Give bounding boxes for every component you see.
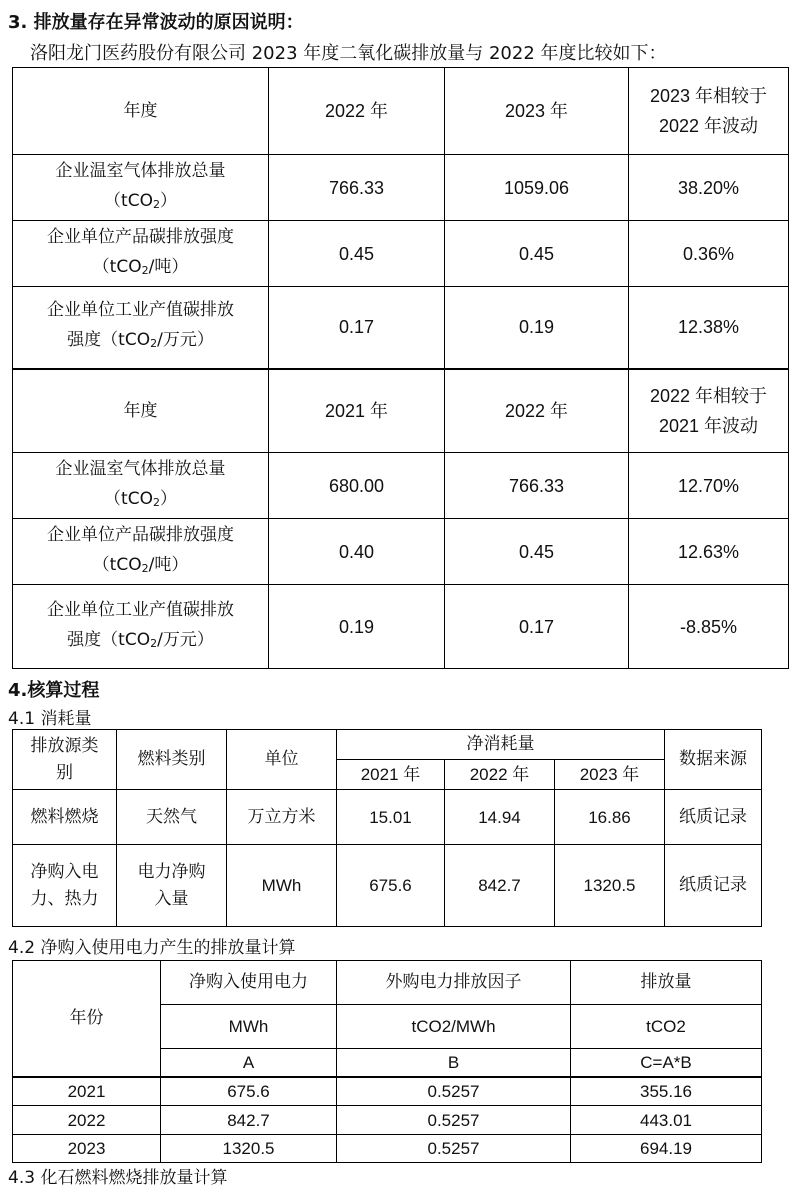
table-cell: 0.45: [445, 519, 629, 585]
unit-cell: MWh: [161, 1005, 337, 1049]
table-row: [13, 155, 789, 221]
table-row: [13, 790, 762, 845]
table-cell: 0.17: [445, 585, 629, 669]
fuel-header: 燃料类别: [117, 730, 227, 790]
row-label: 企业单位工业产值碳排放 强度（tCO2/万元）: [13, 287, 269, 369]
table-cell: 694.19: [571, 1135, 762, 1163]
table-cell: 0.36%: [629, 221, 789, 287]
table-cell: 2022: [13, 1106, 161, 1135]
table-cell: 0.5257: [337, 1106, 571, 1135]
row-label: 企业温室气体排放总量 （tCO2）: [13, 155, 269, 221]
table-cell: 766.33: [445, 453, 629, 519]
table-cell: 纸质记录: [665, 845, 762, 927]
year-col-header: 2021 年: [269, 369, 445, 453]
table-cell: 0.17: [269, 287, 445, 369]
table-cell: 842.7: [161, 1106, 337, 1135]
comparison-header-row: [13, 68, 789, 155]
year-col-header: 2023 年: [555, 760, 665, 790]
row-label: 企业单位工业产值碳排放 强度（tCO2/万元）: [13, 585, 269, 669]
table-row: [13, 453, 789, 519]
col-header: 净购入使用电力: [161, 961, 337, 1005]
year-col-header: 2023 年: [445, 68, 629, 155]
formula-cell: B: [337, 1049, 571, 1077]
table-cell: 12.38%: [629, 287, 789, 369]
table-cell: 1059.06: [445, 155, 629, 221]
table-cell: 0.5257: [337, 1077, 571, 1106]
change-col-header: 2022 年相较于 2021 年波动: [629, 369, 789, 453]
year-col-header: 2022 年: [445, 760, 555, 790]
table-row: [13, 1077, 762, 1106]
table-cell: 15.01: [337, 790, 445, 845]
table-cell: 12.70%: [629, 453, 789, 519]
emission-comparison-table: [12, 67, 789, 669]
electricity-emission-table: [12, 960, 762, 1163]
table-cell: 443.01: [571, 1106, 762, 1135]
table-cell: 0.19: [269, 585, 445, 669]
table-cell: 净购入电 力、热力: [13, 845, 117, 927]
table-cell: 2021: [13, 1077, 161, 1106]
change-col-header: 2023 年相较于 2022 年波动: [629, 68, 789, 155]
table-cell: 766.33: [269, 155, 445, 221]
table-cell: 天然气: [117, 790, 227, 845]
table-cell: 纸质记录: [665, 790, 762, 845]
formula-cell: C=A*B: [571, 1049, 762, 1077]
year-col-header: 2022 年: [445, 369, 629, 453]
year-header: 年度: [13, 68, 269, 155]
section-3-heading: 3. 排放量存在异常波动的原因说明：: [8, 12, 304, 33]
table-cell: 12.63%: [629, 519, 789, 585]
table-row: [13, 845, 762, 927]
consumption-table: [12, 729, 762, 927]
year-header: 年度: [13, 369, 269, 453]
unit-cell: tCO2/MWh: [337, 1005, 571, 1049]
comparison-header-row: [13, 369, 789, 453]
table-row: [13, 221, 789, 287]
table-cell: 0.45: [445, 221, 629, 287]
table-cell: 1320.5: [555, 845, 665, 927]
row-label: 企业温室气体排放总量 （tCO2）: [13, 453, 269, 519]
table-row: [13, 585, 789, 669]
table-cell: 0.40: [269, 519, 445, 585]
table-cell: 680.00: [269, 453, 445, 519]
section-4-heading: 4.核算过程: [8, 680, 100, 701]
subsection-4-3-heading: 4.3 化石燃料燃烧排放量计算: [8, 1168, 228, 1188]
table-cell: -8.85%: [629, 585, 789, 669]
subsection-4-1-heading: 4.1 消耗量: [8, 709, 92, 729]
table-cell: 电力净购 入量: [117, 845, 227, 927]
table-cell: 675.6: [161, 1077, 337, 1106]
table-row: [13, 1135, 762, 1163]
table-cell: 842.7: [445, 845, 555, 927]
col-header: 排放量: [571, 961, 762, 1005]
table-cell: 16.86: [555, 790, 665, 845]
table-cell: 2023: [13, 1135, 161, 1163]
table-row: [13, 287, 789, 369]
table-row: [13, 1106, 762, 1135]
table-cell: MWh: [227, 845, 337, 927]
row-label: 企业单位产品碳排放强度 （tCO2/吨）: [13, 221, 269, 287]
table-cell: 38.20%: [629, 155, 789, 221]
table-cell: 燃料燃烧: [13, 790, 117, 845]
formula-cell: A: [161, 1049, 337, 1077]
net-consumption-header: 净消耗量: [337, 730, 665, 760]
table-cell: 0.45: [269, 221, 445, 287]
table-cell: 0.19: [445, 287, 629, 369]
consumption-header-row: [13, 730, 762, 760]
table-cell: 355.16: [571, 1077, 762, 1106]
table-row: [13, 519, 789, 585]
electricity-header-row: [13, 961, 762, 1005]
unit-header: 单位: [227, 730, 337, 790]
col-header: 外购电力排放因子: [337, 961, 571, 1005]
unit-cell: tCO2: [571, 1005, 762, 1049]
row-label: 企业单位产品碳排放强度 （tCO2/吨）: [13, 519, 269, 585]
year-col-header: 2021 年: [337, 760, 445, 790]
table-cell: 1320.5: [161, 1135, 337, 1163]
year-header: 年份: [13, 961, 161, 1077]
subsection-4-2-heading: 4.2 净购入使用电力产生的排放量计算: [8, 938, 296, 958]
table-cell: 14.94: [445, 790, 555, 845]
source-header: 排放源类 别: [13, 730, 117, 790]
year-col-header: 2022 年: [269, 68, 445, 155]
comparison-intro: 洛阳龙门医药股份有限公司 2023 年度二氧化碳排放量与 2022 年度比较如下：: [30, 43, 667, 64]
table-cell: 675.6: [337, 845, 445, 927]
data-source-header: 数据来源: [665, 730, 762, 790]
table-cell: 万立方米: [227, 790, 337, 845]
table-cell: 0.5257: [337, 1135, 571, 1163]
